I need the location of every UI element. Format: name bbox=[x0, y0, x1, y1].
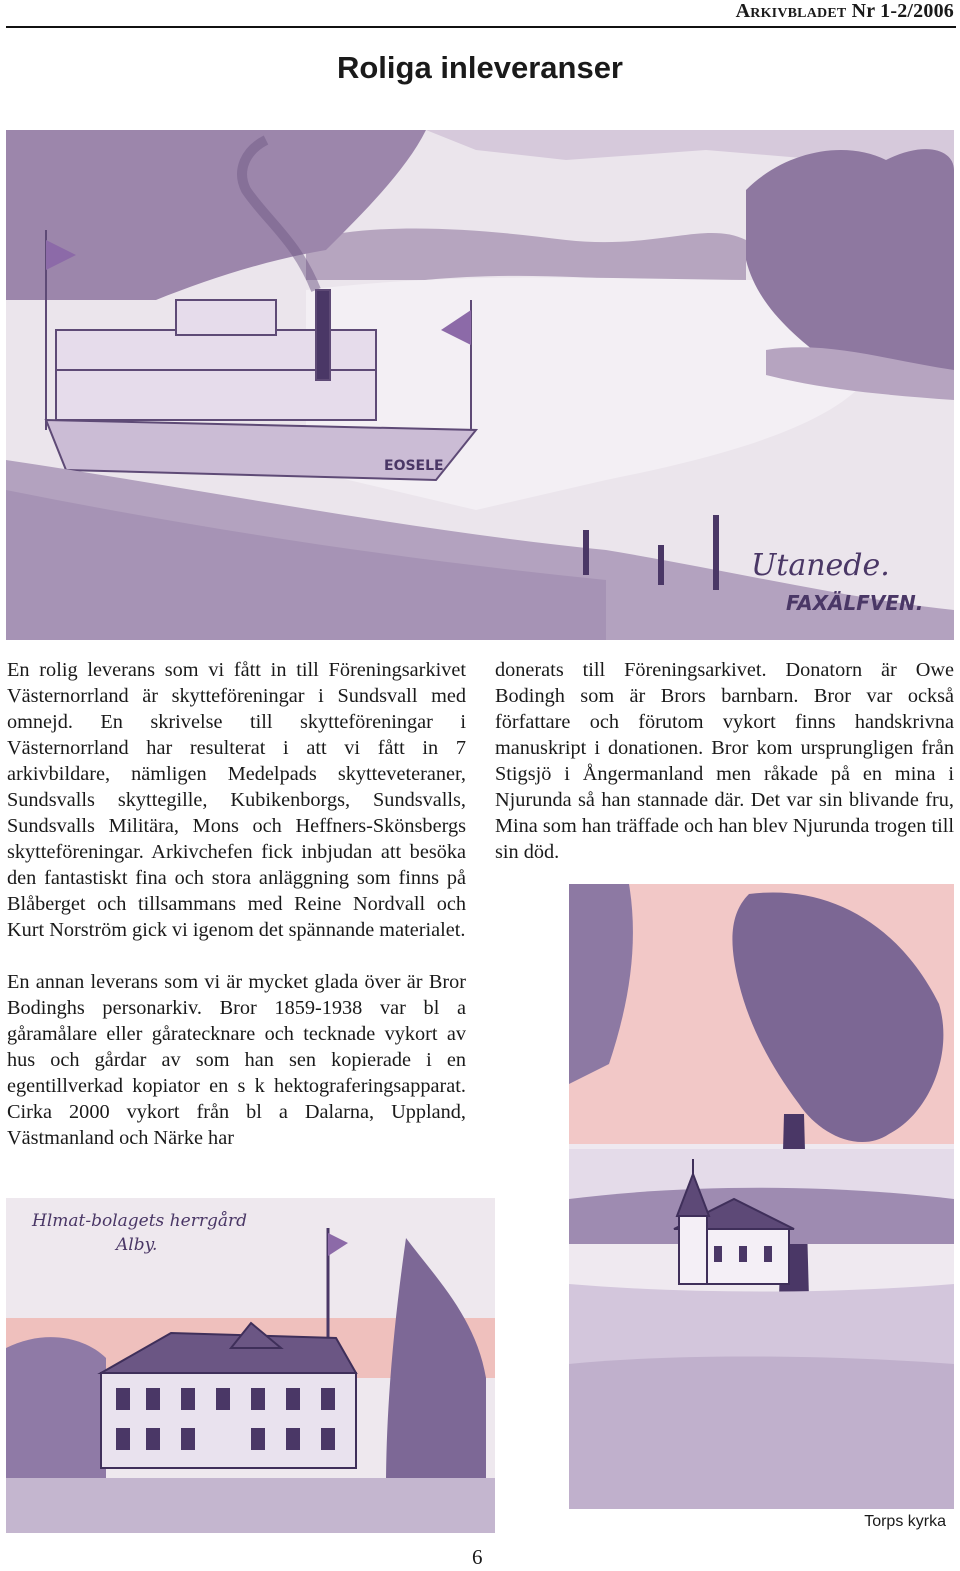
journal-name: Arkivbladet bbox=[735, 0, 847, 22]
issue-number: Nr 1-2/2006 bbox=[851, 0, 954, 22]
boat-name-text: EOSELE bbox=[384, 458, 444, 474]
page-title: Roliga inleveranser bbox=[336, 50, 623, 85]
steamboat-illustration bbox=[6, 130, 954, 640]
manor-inscription-2: Alby. bbox=[116, 1235, 158, 1255]
paragraph-2: En annan leverans som vi är mycket glada över är Bror Bodinghs personarkiv. Bror 1859-1938 var bl a gåramålare eller gåratecknare och tecknade vykort av hus och gårdar av som han sen kopierade i en egentillverkad kopiator en s k hektograferingsapparat. Cirka 2000 vykort från bl a Dalarna, Uppland, Västmanland och Närke har bbox=[7, 971, 466, 1149]
manor-illustration bbox=[6, 1198, 495, 1533]
page-number: 6 bbox=[472, 1545, 483, 1569]
manor-inscription-1: Hlmat-bolagets herrgård bbox=[32, 1211, 247, 1231]
church-drawing bbox=[569, 884, 954, 1509]
right-column bbox=[495, 657, 954, 865]
paragraph-1: En rolig leverans som vi fått in till Föreningsarkivet Västernorrland är skytteföreningar i Sundsvall med omnejd. En skrivelse till skytteföreningar i Västernorrland har resulterat i att vi fått in 7 arkivbildare, nämligen Medelpads skytteveteraner, Sundsvalls skyttegille, Kubikenborgs, Sundsvalls, Sundsvalls Militära, Mons och Heffners-Skönsbergs skytteföreningar. Arkivchefen fick inbjudan att besöka den fantastiskt fina och stora anläggning som finns på Blåberget och tillsammans med Reine Nordvall och Kurt Norström gick vi igenom det spännande materialet. bbox=[7, 659, 466, 941]
header-rule bbox=[6, 26, 956, 28]
running-head bbox=[736, 0, 954, 23]
left-column bbox=[7, 657, 466, 1151]
steamboat-drawing bbox=[6, 130, 954, 640]
paragraph-3: donerats till Föreningsarkivet. Donatorn är Owe Bodingh som är Brors barnbarn. Bror var också författare och förutom vykort finns handskrivna manuskript i donationen. Bror kom ursprungligen från Stigsjö i Ångermanland men råkade på en mina i Njurunda så han stannade där. Det var sin blivande fru, Mina som han träffade och han blev Njurunda trogen till sin död. bbox=[495, 659, 954, 863]
church-caption: Torps kyrka bbox=[864, 1513, 946, 1530]
church-illustration bbox=[569, 884, 954, 1509]
steamboat-inscription-1: Utanede. bbox=[751, 548, 890, 583]
steamboat-inscription-2: FAXÄLFVEN. bbox=[786, 591, 924, 615]
manor-drawing bbox=[6, 1198, 495, 1533]
